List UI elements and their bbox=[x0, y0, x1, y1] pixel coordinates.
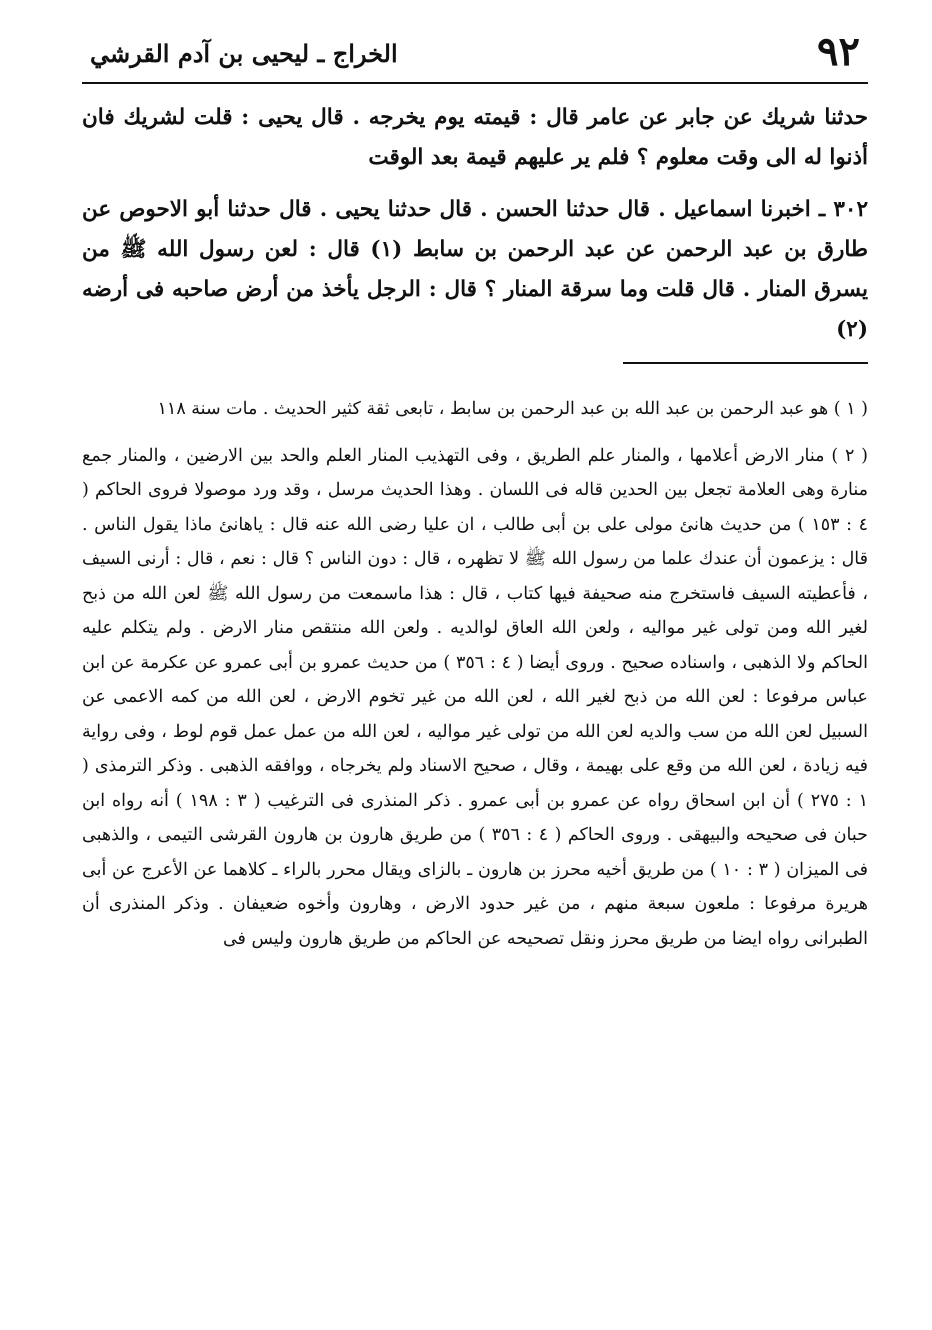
header-rule bbox=[82, 82, 868, 84]
footnotes bbox=[82, 392, 868, 956]
body-paragraph-302: ٣٠٢ ـ اخبرنا اسماعيل . قال حدثنا الحسن . قال حدثنا يحيى . قال حدثنا أبو الاحوص عن طارق بن عبد الرحمن عن عبد الرحمن بن سابط (١) قال : لعن رسول الله ﷺ من يسرق المنار . قال قلت وما سرقة المنار ؟ قال : الرجل يأخذ من أرض صاحبه فى أرضه (٢) bbox=[82, 197, 868, 342]
running-title: الخراج ـ ليحيى بن آدم القرشي bbox=[90, 39, 398, 68]
footnote-2: ( ٢ ) منار الارض أعلامها ، والمنار علم الطريق ، وفى التهذيب المنار العلم والحد بين الارضين ، والمنار جمع منارة وهى العلامة تجعل بين الحدين قاله فى اللسان . وهذا الحديث مرسل ، وقد ورد موصولا فروى الحاكم ( ٤ : ١٥٣ ) من حديث هانئ مولى على بن أبى طالب ، ان عليا رضى الله عنه قال : ياهانئ ماذا يقول الناس . قال : يزعمون أن عندك علما من رسول الله ﷺ لا تظهره ، قال : دون الناس ؟ قال : نعم ، قال : أرنى السيف ، فأعطيته السيف فاستخرج منه صحيفة فيها كتاب ، قال : هذا ماسمعت من رسول الله ﷺ لعن الله من ذبح لغير الله ومن تولى غير مواليه ، ولعن الله العاق لوالديه . ولعن الله منتقص منار الارض . ولم يتكلم عليه الحاكم ولا الذهبى ، واسناده صحيح . وروى أيضا ( ٤ : ٣٥٦ ) من حديث عمرو بن أبى عمرو عن عكرمة عن ابن عباس مرفوعا : لعن الله من ذبح لغير الله ، لعن الله من غير تخوم الارض ، لعن الله من كمه الاعمى عن السبيل لعن الله من سب والديه لعن الله من تولى غير مواليه ، لعن الله من عمل عمل قوم لوط ، وفى رواية فيه زيادة ، لعن الله من وقع على بهيمة ، وقال ، صحيح الاسناد ولم يخرجاه ، ووافقه الذهبى . وذكر الترمذى ( ١ : ٢٧٥ ) أن ابن اسحاق رواه عن عمرو بن أبى عمرو . ذكر المنذرى فى الترغيب ( ٣ : ١٩٨ ) أنه رواه ابن حبان فى صحيحه والبيهقى . وروى الحاكم ( ٤ : ٣٥٦ ) من طريق هارون بن هارون القرشى التيمى ، والذهبى فى الميزان ( ٣ : ١٠ ) من طريق أخيه محرز بن هارون ـ بالزاى ويقال محرر بالراء ـ كلاهما عن الأعرج عن أبى هريرة مرفوعا : ملعون سبعة منهم ، من غير حدود الارض ، وهارون وأخوه ضعيفان . وذكر المنذرى أن الطبرانى رواه ايضا من طريق محرز ونقل تصحيحه عن الحاكم من طريق هارون وليس فى bbox=[82, 445, 869, 949]
main-text bbox=[82, 98, 868, 350]
footnote-divider bbox=[623, 362, 868, 364]
footnote-1: ( ١ ) هو عبد الرحمن بن عبد الله بن عبد الرحمن بن سابط ، تابعى ثقة كثير الحديث . مات سنة ١١٨ bbox=[157, 399, 868, 419]
page-number: ٩٢ bbox=[817, 28, 860, 75]
page-header bbox=[82, 22, 868, 75]
body-paragraph-1: حدثنا شريك عن جابر عن عامر قال : قيمته يوم يخرجه . قال يحيى : قلت لشريك فان أذنوا له الى وقت معلوم ؟ فلم ير عليهم قيمة بعد الوقت bbox=[82, 105, 868, 170]
